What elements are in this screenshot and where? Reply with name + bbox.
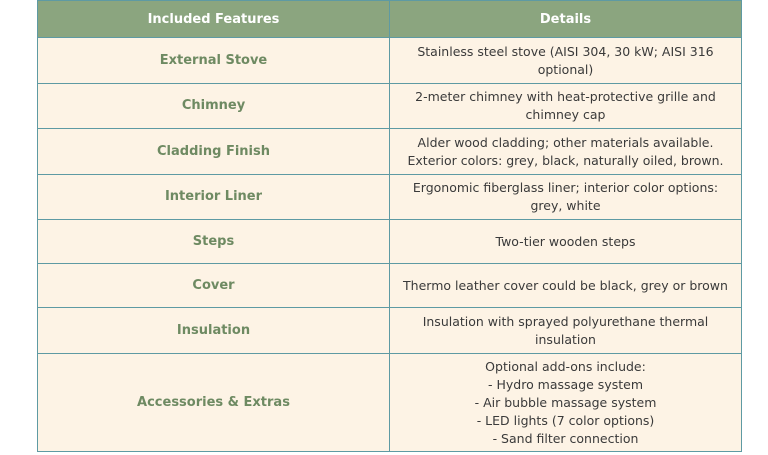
details-line: - Hydro massage system — [487, 376, 643, 392]
details-line: Optional add-ons include: — [485, 358, 646, 374]
table-row — [38, 308, 742, 354]
details-line: Exterior colors: grey, black, naturally oiled, brown. — [407, 152, 724, 168]
header-details: Details — [390, 1, 742, 38]
details-cell — [390, 220, 742, 264]
feature-cell: Accessories & Extras — [38, 354, 390, 452]
table-row — [38, 84, 742, 129]
details-line: optional) — [537, 61, 594, 77]
details-cell — [390, 264, 742, 308]
details-line: - Air bubble massage system — [474, 394, 657, 410]
details-line: Stainless steel stove (AISI 304, 30 kW; AISI 316 — [417, 43, 714, 59]
table-row — [38, 129, 742, 175]
details-line: Two-tier wooden steps — [495, 233, 636, 249]
details-cell — [390, 308, 742, 354]
table-row — [38, 175, 742, 220]
feature-cell: Insulation — [38, 308, 390, 354]
feature-cell: Cover — [38, 264, 390, 308]
details-line: - Sand filter connection — [492, 430, 639, 446]
details-cell — [390, 129, 742, 175]
feature-cell: Chimney — [38, 84, 390, 129]
header-included-features: Included Features — [38, 1, 390, 38]
details-cell — [390, 354, 742, 452]
details-cell — [390, 38, 742, 84]
table-row — [38, 38, 742, 84]
details-line: chimney cap — [525, 107, 606, 122]
table-row — [38, 220, 742, 264]
details-cell — [390, 175, 742, 220]
details-line: Insulation with sprayed polyurethane thermal — [422, 313, 709, 329]
features-table — [37, 0, 742, 452]
feature-cell: External Stove — [38, 38, 390, 84]
feature-cell: Interior Liner — [38, 175, 390, 220]
details-line: Alder wood cladding; other materials available. — [417, 134, 714, 150]
features-table-container — [37, 0, 741, 452]
details-line: Thermo leather cover could be black, grey or brown — [403, 277, 728, 293]
details-cell — [390, 84, 742, 129]
details-line: - LED lights (7 color options) — [476, 412, 655, 428]
details-line: insulation — [535, 331, 596, 347]
details-line: 2-meter chimney with heat-protective grille and — [415, 89, 716, 104]
feature-cell: Steps — [38, 220, 390, 264]
details-line: Ergonomic fiberglass liner; interior color options: — [412, 180, 719, 195]
table-row — [38, 264, 742, 308]
details-line: grey, white — [530, 198, 601, 213]
feature-cell: Cladding Finish — [38, 129, 390, 175]
table-header-row — [38, 1, 742, 38]
table-row — [38, 354, 742, 452]
